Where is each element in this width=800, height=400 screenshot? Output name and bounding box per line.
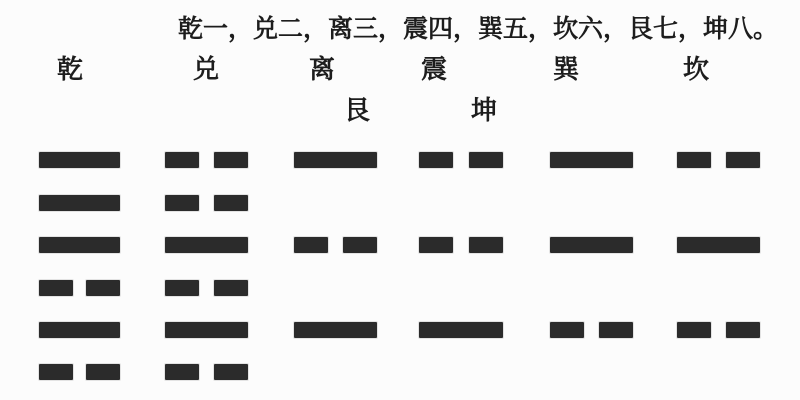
- label-qian: 乾: [57, 55, 84, 85]
- trigram-line-solid-zhen: [419, 322, 503, 338]
- label-zhen: 震: [421, 55, 448, 85]
- label-kun: 坤: [471, 96, 498, 126]
- label-dui: 兑: [193, 55, 220, 85]
- trigram-line-solid-qian-gen: [39, 152, 120, 168]
- trigram-line-broken-qian-gen: [86, 280, 120, 296]
- label-gen: 艮: [344, 96, 371, 126]
- trigram-line-solid-xun: [550, 152, 633, 168]
- trigram-line-broken-zhen: [469, 237, 503, 253]
- trigram-line-broken-kan: [677, 322, 711, 338]
- trigram-line-solid-xun: [550, 237, 633, 253]
- trigram-line-solid-qian-gen: [39, 322, 120, 338]
- trigram-line-broken-dui-kun: [165, 364, 199, 380]
- trigram-line-solid-li: [294, 152, 377, 168]
- trigram-line-solid-qian-gen: [39, 195, 120, 211]
- trigram-line-broken-kan: [726, 152, 760, 168]
- label-xun: 巽: [553, 55, 580, 85]
- trigram-line-broken-qian-gen: [86, 364, 120, 380]
- trigram-line-broken-dui-kun: [214, 364, 248, 380]
- trigram-line-broken-zhen: [419, 152, 453, 168]
- trigram-line-broken-xun: [599, 322, 633, 338]
- trigram-line-broken-li: [343, 237, 377, 253]
- trigram-line-broken-dui-kun: [214, 152, 248, 168]
- trigram-line-broken-dui-kun: [165, 195, 199, 211]
- trigram-sequence-caption: 乾一，兑二，离三，震四，巽五，坎六，艮七，坤八。: [178, 14, 779, 43]
- trigram-line-broken-dui-kun: [165, 152, 199, 168]
- trigram-line-broken-xun: [550, 322, 584, 338]
- trigram-line-broken-dui-kun: [165, 280, 199, 296]
- trigram-line-broken-qian-gen: [39, 364, 73, 380]
- label-li: 离: [309, 55, 336, 85]
- label-kan: 坎: [683, 55, 710, 85]
- trigram-line-solid-dui-kun: [165, 237, 248, 253]
- trigram-line-broken-dui-kun: [214, 195, 248, 211]
- trigram-line-solid-qian-gen: [39, 237, 120, 253]
- trigram-line-broken-dui-kun: [214, 280, 248, 296]
- trigram-line-broken-kan: [677, 152, 711, 168]
- trigram-line-broken-zhen: [419, 237, 453, 253]
- trigram-line-broken-li: [294, 237, 328, 253]
- trigram-line-solid-kan: [677, 237, 760, 253]
- trigram-line-solid-li: [294, 322, 377, 338]
- trigram-line-broken-qian-gen: [39, 280, 73, 296]
- trigram-line-solid-dui-kun: [165, 322, 248, 338]
- trigram-line-broken-kan: [726, 322, 760, 338]
- trigram-line-broken-zhen: [469, 152, 503, 168]
